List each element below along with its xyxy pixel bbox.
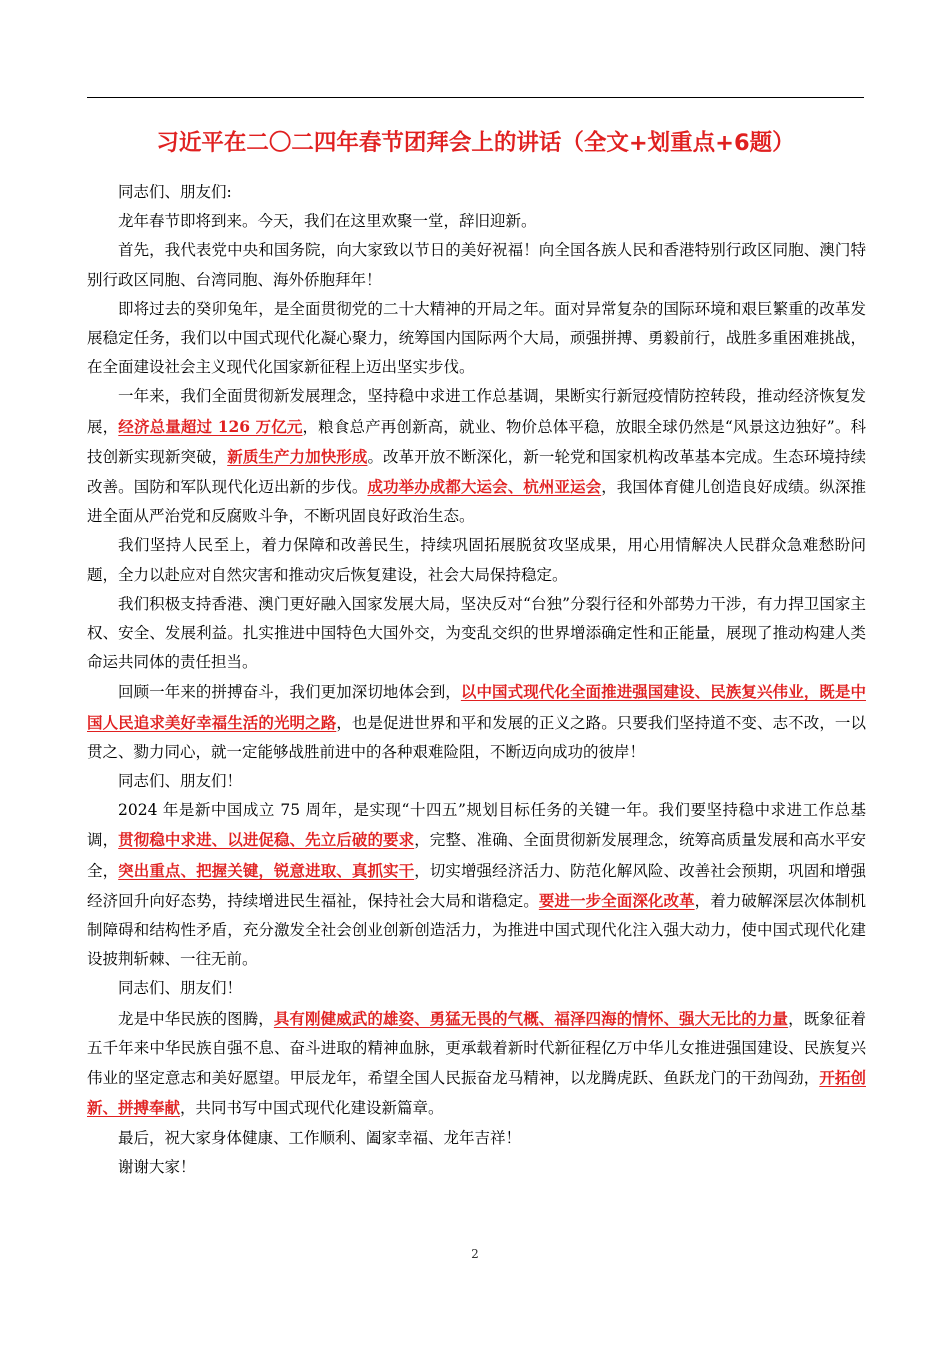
paragraph-greetings: 首先，我代表党中央和国务院，向大家致以节日的美好祝福！向全国各族人民和香港特别行政区同胞、澳门特别行政区同胞、台湾同胞、海外侨胞拜年！ (87, 241, 866, 289)
salutation: 同志们、朋友们！ (118, 979, 243, 998)
paragraph-dragon (87, 1004, 866, 1124)
text-run: ，既象征着五千年来中华民族自强不息、奋斗进取的精神血脉，更承载着新时代新征程亿万中华儿女推进强国建设、民族复兴伟业的坚定意志和美好愿望。甲辰龙年，希望全国人民振奋龙马精神，以龙腾虎跃、鱼跃龙门的干劲闯劲， (87, 1009, 866, 1088)
key-point-highlight: 成功举办成都大运会、杭州亚运会 (367, 477, 602, 497)
salutation: 同志们、朋友们！ (118, 772, 243, 791)
paragraph-year-review: 即将过去的癸卯兔年，是全面贯彻党的二十大精神的开局之年。面对异常复杂的国际环境和艰巨繁重的改革发展稳定任务，我们以中国式现代化凝心聚力，统筹国内国际两个大局，顽强拼搏、勇毅前行，战胜多重困难挑战，在全面建设社会主义现代化国家新征程上迈出坚实步伐。 (87, 299, 866, 377)
key-point-highlight: 要进一步全面深化改革 (538, 890, 695, 910)
text-run: ，粮食总产再创新高，就业、物价总体平稳，放眼全球仍然是“风景这边独好”。科技创新实现新突破， (87, 417, 866, 466)
text-run: ，也是促进世界和平和发展的正义之路。只要我们坚持道不变、志不改，一以贯之、勠力同心，就一定能够战胜前进中的各种艰难险阻，不断迈向成功的彼岸！ (87, 713, 866, 761)
paragraph-opening: 龙年春节即将到来。今天，我们在这里欢聚一堂，辞旧迎新。 (118, 212, 537, 231)
key-point-highlight: 具有刚健威武的雄姿、勇猛无畏的气概、福泽四海的情怀、强大无比的力量 (273, 1008, 789, 1028)
page-number: 2 (471, 1247, 479, 1261)
key-point-highlight: 经济总量超过 126 万亿元 (118, 416, 303, 436)
paragraph-thanks: 谢谢大家！ (118, 1157, 196, 1176)
text-run: ，我国体育健儿创造良好成绩。纵深推进全面从严治党和反腐败斗争，不断巩固良好政治生态。 (87, 478, 866, 526)
text-run: ，完整、准确、全面贯彻新发展理念，统筹高质量发展和高水平安全， (87, 831, 866, 880)
key-point-highlight: 新质生产力加快形成 (227, 446, 368, 466)
paragraph-2024-tasks (87, 796, 866, 974)
key-point-highlight: 贯彻稳中求进、以进促稳、先立后破的要求 (118, 830, 415, 850)
key-point-highlight: 以中国式现代化全面推进强国建设、民族复兴伟业，既是中国人民追求美好幸福生活的光明之路 (87, 682, 866, 732)
speech-body (87, 178, 866, 1182)
text-run: 回顾一年来的拼搏奋斗，我们更加深切地体会到， (118, 683, 461, 702)
text-run: ，共同书写中国式现代化建设新篇章。 (180, 1099, 444, 1118)
text-run: ，切实增强经济活力、防范化解风险、改善社会预期，巩固和增强经济回升向好态势，持续增进民生福祉，保持社会大局和谐稳定。 (87, 861, 866, 910)
text-run: ，着力破解深层次体制机制障碍和结构性矛盾，充分激发全社会创业创新创造活力，为推进中国式现代化注入强大动力，使中国式现代化建设披荆斩棘、一往无前。 (87, 891, 866, 969)
text-run: 2024 年是新中国成立 75 周年，是实现“十四五”规划目标任务的关键一年。我们要坚持稳中求进工作总基调， (87, 801, 866, 850)
document-title: 习近平在二〇二四年春节团拜会上的讲话（全文+划重点+6题） (156, 130, 795, 156)
key-point-highlight: 突出重点、把握关键，锐意进取、真抓实干 (118, 860, 415, 880)
paragraph-livelihood: 我们坚持人民至上，着力保障和改善民生，持续巩固拓展脱贫攻坚成果，用心用情解决人民群众急难愁盼问题，全力以赴应对自然灾害和推动灾后恢复建设，社会大局保持稳定。 (87, 536, 866, 584)
paragraph-reflection (87, 677, 866, 767)
key-point-highlight: 开拓创新、拼搏奉献 (87, 1068, 866, 1118)
header-rule (87, 97, 864, 98)
text-run: 。改革开放不断深化，新一轮党和国家机构改革基本完成。生态环境持续改善。国防和军队现代化迈出新的步伐。 (87, 447, 866, 497)
text-run: 龙是中华民族的图腾， (118, 1009, 274, 1028)
paragraph-closing-wishes: 最后，祝大家身体健康、工作顺利、阖家幸福、龙年吉祥！ (118, 1128, 522, 1147)
paragraph-diplomacy: 我们积极支持香港、澳门更好融入国家发展大局，坚决反对“台独”分裂行径和外部势力干涉，有力捍卫国家主权、安全、发展利益。扎实推进中国特色大国外交，为变乱交织的世界增添确定性和正能量，展现了推动构建人类命运共同体的责任担当。 (87, 594, 866, 672)
salutation: 同志们、朋友们: (118, 183, 232, 201)
paragraph-achievements (87, 382, 866, 531)
text-run: 一年来，我们全面贯彻新发展理念，坚持稳中求进工作总基调，果断实行新冠疫情防控转段，推动经济恢复发展， (87, 387, 866, 436)
